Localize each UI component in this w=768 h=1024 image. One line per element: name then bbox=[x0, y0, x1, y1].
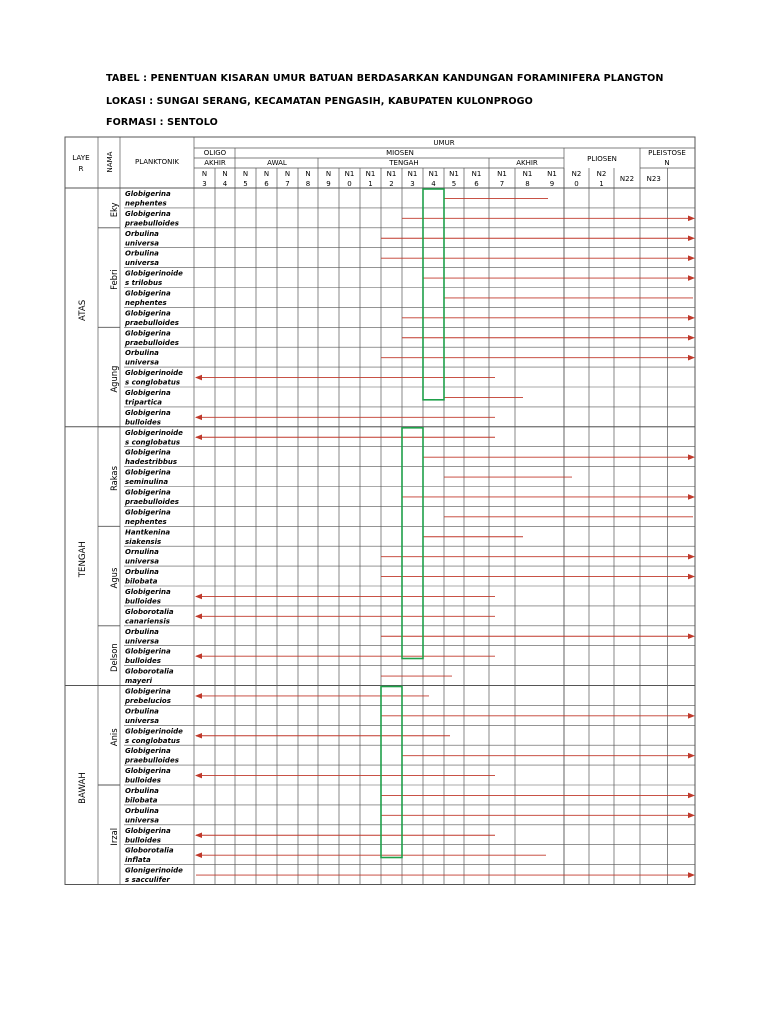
layer-header: LAYE bbox=[72, 153, 90, 162]
zone-label: 7 bbox=[285, 180, 290, 188]
range-arrow-left bbox=[195, 434, 202, 440]
species-name: Globigerina bbox=[125, 468, 171, 477]
species-name: siakensis bbox=[125, 537, 162, 546]
species-name: Orbulina bbox=[125, 787, 159, 795]
zone-label: 1 bbox=[599, 180, 604, 188]
species-name: Globigerina bbox=[125, 508, 171, 517]
species-name: Globigerina bbox=[125, 588, 171, 596]
species-name: universa bbox=[125, 358, 160, 367]
zone-label: N bbox=[305, 170, 311, 178]
species-name: praebulloides bbox=[125, 338, 179, 347]
species-name: universa bbox=[125, 239, 160, 248]
range-arrow-left bbox=[195, 614, 202, 620]
zone-label: 0 bbox=[347, 180, 352, 188]
species-name: Globigerina bbox=[125, 389, 171, 397]
range-arrow-right bbox=[688, 255, 695, 261]
range-arrow-right bbox=[688, 335, 695, 341]
species-name: universa bbox=[125, 816, 160, 825]
species-name: universa bbox=[125, 557, 160, 566]
zone-label: 3 bbox=[410, 180, 415, 188]
range-arrow-right bbox=[688, 633, 695, 639]
zone-label: 8 bbox=[525, 180, 530, 188]
zone-label: N1 bbox=[471, 170, 482, 178]
age-range-box bbox=[402, 428, 423, 659]
species-name: Globigerina bbox=[125, 767, 171, 776]
oligo-header: OLIGO bbox=[203, 149, 227, 157]
zone-label: 0 bbox=[574, 180, 579, 188]
miosen-header: MIOSEN bbox=[386, 149, 414, 157]
species-name: bilobata bbox=[125, 577, 158, 586]
zone-label: N bbox=[201, 170, 208, 178]
species-name: bulloides bbox=[125, 597, 161, 606]
zone-label: 2 bbox=[389, 180, 394, 188]
species-name: s conglobatus bbox=[125, 378, 180, 387]
range-arrow-right bbox=[688, 275, 695, 281]
range-arrow-right bbox=[688, 355, 695, 361]
pliosen-header: PLIOSEN bbox=[587, 155, 617, 163]
species-name: Globorotalia bbox=[125, 846, 174, 855]
zone-label: 7 bbox=[499, 180, 505, 188]
species-name: Globigerinoide bbox=[125, 269, 183, 278]
range-arrow-left bbox=[195, 832, 202, 838]
observer-name: Rakas bbox=[109, 466, 119, 492]
species-name: mayeri bbox=[125, 677, 152, 686]
species-name: Hantkenina bbox=[125, 528, 171, 537]
range-arrow-right bbox=[688, 454, 695, 460]
species-name: Globigerina bbox=[125, 826, 171, 835]
range-arrow-left bbox=[195, 653, 202, 659]
zone-label: N bbox=[325, 170, 332, 178]
table-title: TABEL : PENENTUAN KISARAN UMUR BATUAN BERDASARKAN KANDUNGAN FORAMINIFERA PLANGTON bbox=[106, 73, 664, 84]
observer-name: Delson bbox=[109, 643, 119, 673]
species-name: Globorotalia bbox=[125, 667, 174, 676]
range-arrow-right bbox=[688, 216, 695, 222]
range-arrow-right bbox=[688, 494, 695, 500]
species-name: nephentes bbox=[125, 299, 167, 307]
zone-label: N22 bbox=[619, 175, 635, 183]
zone-label: N1 bbox=[522, 170, 533, 178]
species-name: Globigerina bbox=[125, 408, 171, 417]
species-name: Globigerina bbox=[125, 309, 171, 318]
species-name: Globigerina bbox=[125, 329, 171, 338]
species-name: bilobata bbox=[125, 796, 158, 805]
zone-label: 3 bbox=[202, 180, 207, 188]
species-name: s sacculifer bbox=[125, 876, 170, 885]
species-name: Orbulina bbox=[125, 249, 159, 258]
species-name: Globigerinoide bbox=[125, 369, 183, 378]
tengah-header: TENGAH bbox=[389, 159, 419, 167]
species-name: Orbulina bbox=[125, 229, 159, 238]
range-arrow-right bbox=[688, 235, 695, 241]
range-arrow-right bbox=[688, 753, 695, 759]
range-arrow-left bbox=[195, 852, 202, 858]
layer-name: TENGAH bbox=[78, 541, 88, 578]
planktonik-header: PLANKTONIK bbox=[134, 158, 180, 166]
zone-label: 8 bbox=[305, 180, 311, 188]
observer-name: Agung bbox=[109, 365, 119, 393]
species-name: Globigerina bbox=[125, 209, 171, 218]
formation-line: FORMASI : SENTOLO bbox=[106, 117, 218, 128]
akhir-header: AKHIR bbox=[516, 159, 538, 167]
species-name: Globigerina bbox=[125, 190, 171, 198]
zone-label: 9 bbox=[326, 180, 331, 188]
layer-name: ATAS bbox=[78, 299, 88, 321]
zone-label: 1 bbox=[368, 180, 373, 188]
zone-label: 5 bbox=[243, 180, 248, 188]
species-name: Ornulina bbox=[125, 548, 159, 557]
species-name: Glonigerinoide bbox=[125, 866, 183, 875]
species-name: universa bbox=[125, 259, 160, 268]
pleistosen-header: PLEISTOSE bbox=[648, 149, 686, 157]
species-name: nephentes bbox=[125, 517, 167, 526]
species-name: seminulina bbox=[125, 478, 169, 487]
zone-label: N bbox=[284, 170, 291, 178]
species-name: Globigerina bbox=[125, 488, 171, 497]
zone-label: N1 bbox=[365, 170, 376, 178]
zone-label: N bbox=[242, 170, 249, 178]
location-line: LOKASI : SUNGAI SERANG, KECAMATAN PENGASIH, KABUPATEN KULONPROGO bbox=[106, 96, 533, 107]
range-arrow-left bbox=[195, 594, 202, 600]
range-arrow-right bbox=[688, 315, 695, 321]
species-name: s conglobatus bbox=[125, 736, 180, 745]
species-name: Orbulina bbox=[125, 806, 159, 815]
age-range-box bbox=[423, 189, 444, 400]
zone-label: N bbox=[263, 170, 270, 178]
species-name: hadestribbus bbox=[125, 458, 178, 467]
zone-label: N1 bbox=[428, 170, 439, 178]
zone-label: 9 bbox=[549, 180, 555, 188]
zone-label: N1 bbox=[449, 170, 459, 178]
zone-label: N2 bbox=[571, 170, 582, 178]
range-arrow-right bbox=[688, 554, 695, 560]
akhir-header: AKHIR bbox=[204, 159, 226, 167]
range-arrow-left bbox=[195, 693, 202, 699]
zone-label: 5 bbox=[451, 180, 457, 188]
species-name: Orbulina bbox=[125, 627, 159, 636]
zone-label: N1 bbox=[497, 170, 507, 178]
range-arrow-left bbox=[195, 415, 202, 421]
species-name: Globigerina bbox=[125, 687, 171, 696]
observer-name: Agus bbox=[109, 567, 119, 589]
observer-name: Anis bbox=[109, 728, 119, 747]
zone-label: N1 bbox=[386, 170, 397, 178]
species-name: bulloides bbox=[125, 418, 161, 427]
zone-label: 4 bbox=[222, 180, 228, 188]
range-arrow-left bbox=[195, 773, 202, 779]
species-name: bulloides bbox=[125, 657, 161, 666]
species-name: canariensis bbox=[125, 617, 170, 626]
nama-header: NAMA bbox=[106, 151, 114, 173]
species-name: Globorotalia bbox=[125, 607, 174, 616]
age-range-box bbox=[381, 687, 402, 858]
species-name: Globigerina bbox=[125, 647, 171, 656]
observer-name: Febri bbox=[109, 269, 119, 290]
zone-label: N bbox=[222, 170, 228, 178]
zone-label: 6 bbox=[264, 180, 269, 188]
range-arrow-right bbox=[688, 813, 695, 819]
zone-label: N1 bbox=[344, 170, 355, 178]
zone-label: 6 bbox=[474, 180, 479, 188]
observer-name: Irzal bbox=[109, 827, 119, 846]
species-name: inflata bbox=[125, 856, 151, 865]
species-name: prebelucios bbox=[125, 697, 171, 705]
species-name: universa bbox=[125, 716, 160, 725]
layer-header: R bbox=[78, 164, 84, 173]
species-name: bulloides bbox=[125, 836, 161, 845]
species-name: Globigerinoide bbox=[125, 428, 183, 437]
zone-label: N23 bbox=[646, 175, 661, 183]
species-name: praebulloides bbox=[125, 219, 179, 228]
species-name: Globigerina bbox=[125, 289, 171, 298]
species-name: bulloides bbox=[125, 776, 161, 785]
species-name: praebulloides bbox=[125, 498, 179, 506]
species-name: praebulloides bbox=[125, 318, 179, 327]
pleistosen-header: N bbox=[664, 159, 670, 167]
observer-name: Eky bbox=[109, 202, 119, 218]
range-arrow-right bbox=[688, 713, 695, 719]
species-name: Orbulina bbox=[125, 568, 159, 577]
range-arrow-left bbox=[195, 375, 202, 381]
range-arrow-right bbox=[688, 872, 695, 878]
species-name: nephentes bbox=[125, 199, 167, 208]
range-arrow-right bbox=[688, 574, 695, 580]
species-name: s trilobus bbox=[125, 279, 163, 288]
species-name: praebulloides bbox=[125, 756, 179, 765]
species-name: Globigerina bbox=[125, 747, 171, 756]
umur-header: UMUR bbox=[433, 139, 455, 147]
layer-name: BAWAH bbox=[78, 772, 88, 804]
species-name: Globigerinoide bbox=[125, 727, 183, 736]
range-arrow-right bbox=[688, 793, 695, 799]
species-name: Orbulina bbox=[125, 349, 159, 358]
species-name: Globigerina bbox=[125, 448, 171, 457]
zone-label: 4 bbox=[431, 180, 436, 188]
awal-header: AWAL bbox=[267, 159, 287, 167]
species-name: tripartica bbox=[125, 398, 163, 407]
species-name: s conglobatus bbox=[125, 438, 180, 447]
range-arrow-left bbox=[195, 733, 202, 739]
zone-label: N1 bbox=[407, 170, 418, 178]
zone-label: N1 bbox=[547, 170, 557, 178]
species-name: universa bbox=[125, 637, 160, 646]
species-name: Orbulina bbox=[125, 707, 159, 716]
zone-label: N2 bbox=[596, 170, 607, 178]
